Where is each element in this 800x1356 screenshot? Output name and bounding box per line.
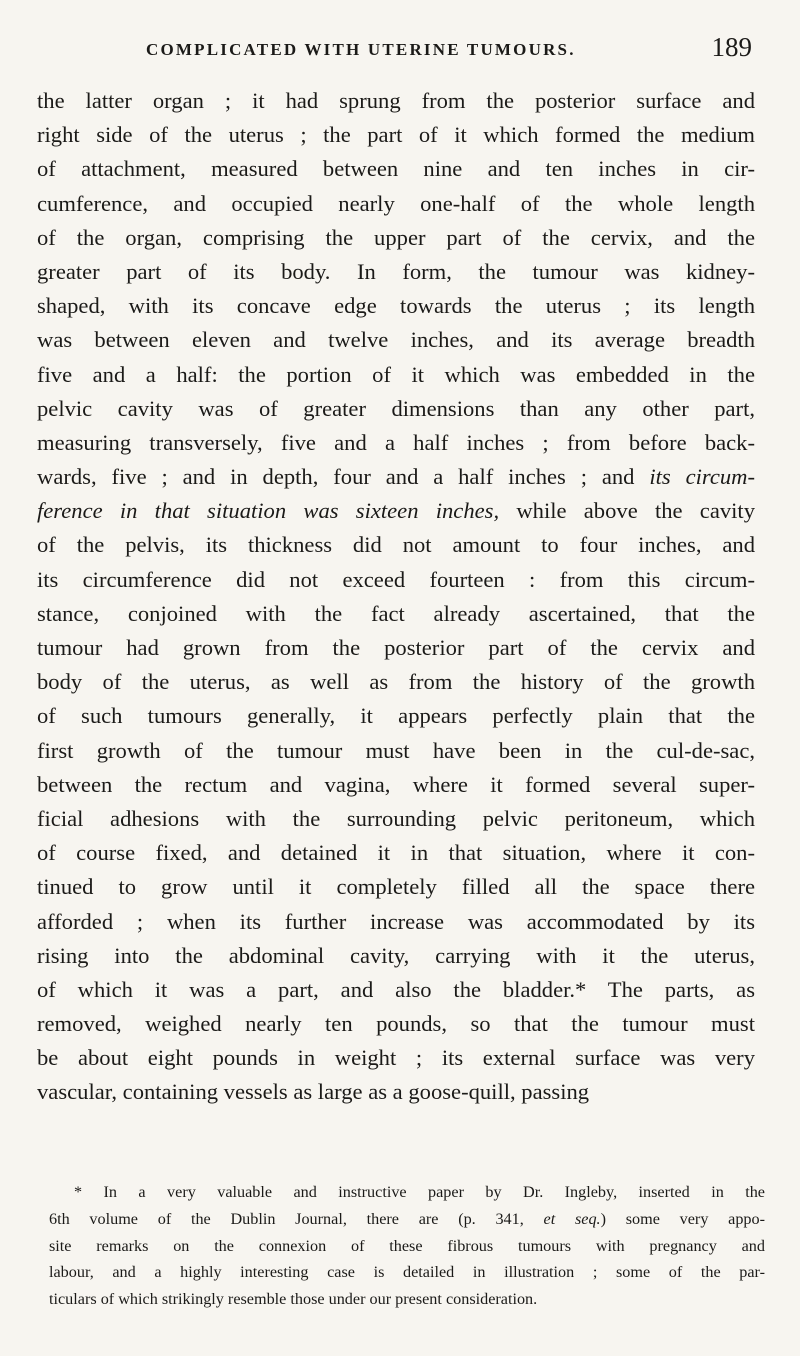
text-line: five and a half: the portion of it which was embedded in the [37,361,755,387]
text-line: cumference, and occupied nearly one-half of the whole length [37,190,755,216]
text-line: ficial adhesions with the surrounding pelvic peritoneum, which [37,805,755,831]
text-line: its circumference did not exceed fourteen : from this circum- [37,566,755,592]
text-line: first growth of the tumour must have been in the cul-de-sac, [37,737,755,763]
italic-text: et seq. [543,1209,601,1228]
text-line: greater part of its body. In form, the tumour was kidney- [37,258,755,284]
text-line: between the rectum and vagina, where it formed several super- [37,771,755,797]
text-line: rising into the abdominal cavity, carrying with it the uterus, [37,942,755,968]
text-line: of the pelvis, its thickness did not amount to four inches, and [37,532,755,558]
text-line: measuring transversely, five and a half inches ; from before back- [37,429,755,455]
running-head [38,32,752,68]
text-line: wards, five ; and in depth, four and a half inches ; and its circum- [37,464,755,490]
text-line: pelvic cavity was of greater dimensions than any other part, [37,395,755,421]
footnote-line: * In a very valuable and instructive paper by Dr. Ingleby, inserted in the [74,1183,765,1201]
footnote-line: labour, and a highly interesting case is detailed in illustration ; some of the par- [49,1263,765,1282]
text-line: stance, conjoined with the fact already ascertained, that the [37,600,755,626]
text-line: body of the uterus, as well as from the history of the growth [37,669,755,695]
footnote-line: site remarks on the connexion of these fibrous tumours with pregnancy and [49,1236,765,1255]
italic-text: ference in that situation was sixteen inches, [37,498,500,524]
text-line: afforded ; when its further increase was accommodated by its [37,908,755,934]
italic-text: its circum- [649,464,755,490]
page-number: 189 [711,32,752,62]
text-line: shaped, with its concave edge towards the uterus ; its length [37,293,755,319]
text-line: of which it was a part, and also the bladder.* The parts, as [37,976,755,1002]
footnote-line: 6th volume of the Dublin Journal, there are (p. 341, et seq.) some very appo- [49,1209,766,1228]
text-line: tinued to grow until it completely filled all the space there [37,874,755,900]
text-line: be about eight pounds in weight ; its external surface was very [37,1045,755,1071]
text-line: of course fixed, and detained it in that situation, where it con- [37,840,755,866]
running-title: COMPLICATED WITH UTERINE TUMOURS. [146,40,576,59]
text-line: was between eleven and twelve inches, and its average breadth [37,327,755,353]
footnote-line: ticulars of which strikingly resemble those under our present consideration. [49,1290,538,1309]
text-line: ference in that situation was sixteen inches, while above the cavity [37,498,755,524]
footnote [49,1179,765,1313]
text-line: right side of the uterus ; the part of it which formed the medium [37,122,755,148]
text-line: tumour had grown from the posterior part of the cervix and [37,635,755,660]
text-line: vascular, containing vessels as large as a goose-quill, passing [37,1079,590,1105]
text-line: of attachment, measured between nine and ten inches in cir- [37,156,755,182]
text-line: the latter organ ; it had sprung from the posterior surface and [37,88,755,113]
body-text [37,84,755,1110]
text-line: of the organ, comprising the upper part of the cervix, and the [37,224,755,250]
text-line: of such tumours generally, it appears perfectly plain that the [37,703,755,729]
text-line: removed, weighed nearly ten pounds, so that the tumour must [37,1011,755,1037]
